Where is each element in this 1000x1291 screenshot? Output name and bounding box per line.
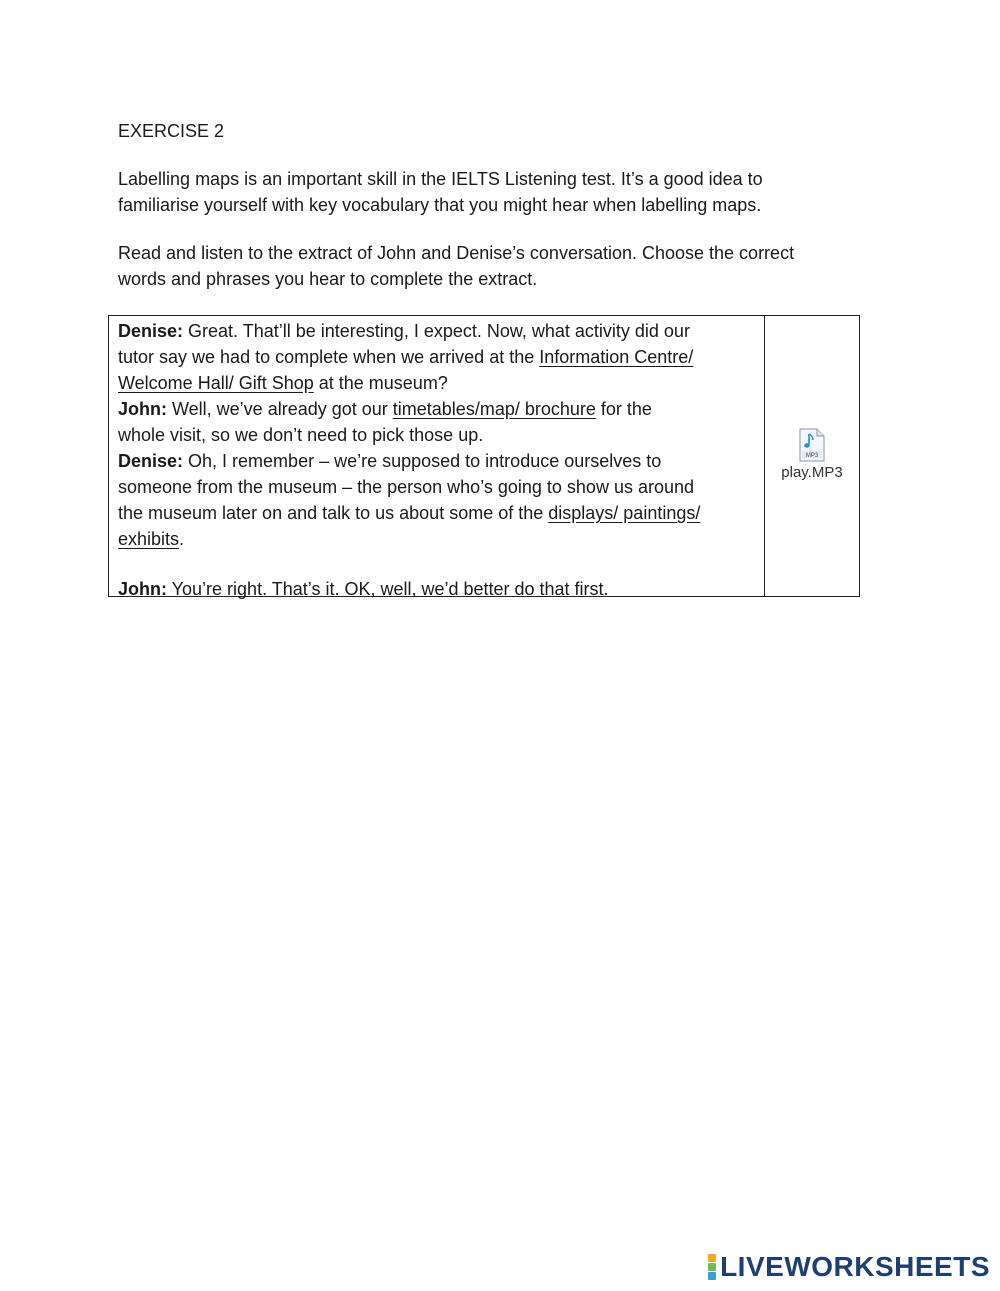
logo-block: [708, 1272, 716, 1280]
logo-block: [708, 1254, 716, 1262]
dialogue-line: tutor say we had to complete when we arrived at the Information Centre/: [118, 347, 694, 367]
exercise-title: EXERCISE 2: [118, 121, 225, 141]
dialogue-line: exhibits.: [118, 529, 185, 549]
choice-exhibit[interactable]: exhibits: [118, 529, 180, 549]
mp3-filename[interactable]: play.MP3: [781, 464, 843, 481]
logo-text: LIVEWORKSHEETS: [720, 1251, 990, 1282]
intro-line: familiarise yourself with key vocabulary that you might hear when labelling maps.: [118, 195, 762, 215]
intro-paragraph: [118, 166, 878, 218]
dialogue-line: Welcome Hall/ Gift Shop at the museum?: [118, 373, 448, 393]
dialogue-line: someone from the museum – the person who’s going to show us around: [118, 477, 694, 497]
speaker-john: John:: [118, 579, 167, 599]
worksheet-page: [118, 118, 878, 314]
dialogue-line: the museum later on and talk to us about some of the displays/ paintings/: [118, 503, 701, 523]
dialogue-line: Denise: Oh, I remember – we’re supposed to introduce ourselves to: [118, 451, 662, 471]
speaker-john: John:: [118, 399, 167, 419]
dialogue-table: [108, 315, 860, 597]
instructions-line: words and phrases you hear to complete the extract.: [118, 269, 538, 289]
choice-exhibit[interactable]: displays/ paintings/: [548, 503, 701, 523]
dialogue-line: whole visit, so we don’t need to pick those up.: [118, 425, 484, 445]
dialogue-cell: [109, 316, 765, 599]
dialogue-line: John: You’re right. That’s it. OK, well, we’d better do that first.: [118, 579, 609, 599]
choice-item[interactable]: timetables/map/ brochure: [392, 399, 596, 419]
choice-location[interactable]: Welcome Hall/ Gift Shop: [118, 373, 314, 393]
speaker-denise: Denise:: [118, 451, 184, 471]
speaker-denise: Denise:: [118, 321, 184, 341]
instructions-paragraph: [118, 240, 878, 292]
instructions-line: Read and listen to the extract of John and Denise’s conversation. Choose the correct: [118, 243, 795, 263]
liveworksheets-logo: [708, 1251, 990, 1283]
dialogue-line: John: Well, we’ve already got our timetables/map/ brochure for the: [118, 399, 652, 419]
choice-location[interactable]: Information Centre/: [539, 347, 694, 367]
audio-cell: [765, 316, 859, 596]
svg-text:MP3: MP3: [805, 453, 819, 459]
dialogue-line: Denise: Great. That’ll be interesting, I expect. Now, what activity did our: [118, 321, 690, 341]
logo-blocks-icon: [708, 1254, 716, 1280]
mp3-file-icon[interactable]: [799, 428, 825, 462]
logo-block: [708, 1263, 716, 1271]
line-spacer: [118, 552, 758, 576]
intro-line: Labelling maps is an important skill in the IELTS Listening test. It’s a good idea to: [118, 169, 763, 189]
